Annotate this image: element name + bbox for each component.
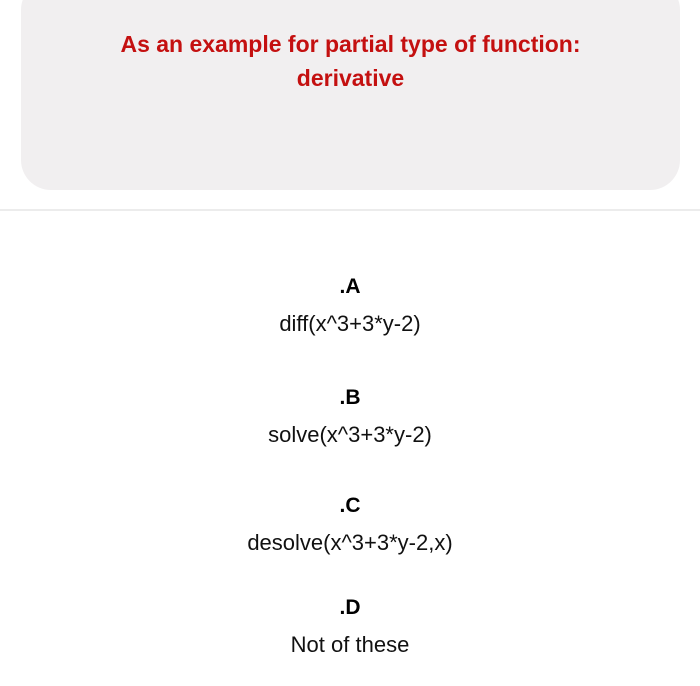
option-a-text: diff(x^3+3*y-2) — [279, 311, 421, 336]
option-a[interactable] — [0, 273, 700, 339]
option-d-text: Not of these — [290, 632, 410, 657]
divider — [0, 209, 700, 211]
option-b-letter: .B — [339, 386, 361, 409]
question-text — [21, 27, 680, 95]
option-d[interactable] — [0, 594, 700, 660]
option-c-letter: .C — [339, 494, 361, 517]
option-d-letter: .D — [339, 596, 361, 619]
question-line-1: As an example for partial type of function: — [120, 31, 581, 57]
option-b-text: solve(x^3+3*y-2) — [268, 422, 432, 447]
question-line-2: derivative — [296, 65, 405, 91]
option-a-letter: .A — [339, 275, 361, 298]
option-b[interactable] — [0, 384, 700, 450]
option-c-text: desolve(x^3+3*y-2,x) — [247, 530, 453, 555]
option-c[interactable] — [0, 492, 700, 558]
